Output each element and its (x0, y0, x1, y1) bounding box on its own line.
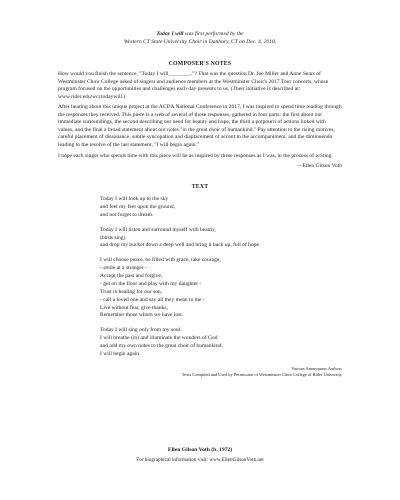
composer-bio: For biographical information visit: www.EllenGilsonVoth.net (136, 457, 264, 463)
poem-line: Trust in healing for our son, (100, 288, 163, 295)
poem-line: and drop my bucket down a deep well and bring it back up, full of hope. (100, 242, 261, 249)
stanza-1 (100, 196, 342, 220)
poem-line: - call a loved one and say all they mean to me - (100, 296, 205, 303)
poem-line: Remember those whom we have lost. (100, 312, 184, 319)
poem-line: and add my own notes to the great choir of humankind. (100, 343, 223, 350)
composer-name: Ellen Gilson Voth (b. 1972) (167, 447, 233, 453)
poem-line: Live without fear, give thanks, (100, 304, 168, 311)
poem-line: Today I will listen and surround myself with beauty, (100, 226, 216, 233)
poem-line: and feel my feet upon the ground, (100, 203, 176, 210)
credits-permission: Texts Compiled and Used by Permission of Westminster Choir College of Rider University (181, 372, 342, 378)
text-credits (58, 366, 342, 379)
notes-paragraph-2: After hearing about this unique project at the ACDA National Conference in 2017, I was inspired to spend time reading through the responses they received. This piece is a web of several of those responses, gathered in four parts: the first about our immediate surroundings, the second describing our need for beauty and hope, the third a potpourri of actions linked with values, and the final a broad statement about our notes "in the great choir of humankind." Pay attention to the rising motives, careful placement of dissonance, subtle syncopation and displacement of accent in the accompaniment, and the diminuendo leading to the resolve of the last statement, "I will begin again." (58, 104, 342, 148)
poem-line: - smile at a stranger - (100, 265, 147, 272)
poem-line: I will choose peace, be filled with grace, take courage, (100, 257, 221, 264)
poem-line: I will begin again. (100, 350, 141, 357)
poem-line: I will breathe (in) and illuminate the wonders of God (100, 335, 218, 342)
premiere-note (58, 30, 342, 46)
poem-text (58, 196, 342, 359)
notes-paragraph-3: I hope each singer who spends time with this piece will be as inspired by these responses as I was, in the process of writing. (58, 152, 333, 159)
stanza-3 (100, 257, 342, 320)
composers-notes-heading: COMPOSER'S NOTES (168, 61, 232, 68)
piece-title: Today I will (156, 31, 184, 37)
stanza-2 (100, 227, 342, 251)
premiere-line2: Western CT State University Choir in Danbury, CT on Dec. 4, 2018. (123, 39, 277, 46)
notes-paragraph-1: How would you finish the sentence, "Today I will________."? That was the question Dr. Joe Miller and Anne Sears of Westminster Choir College asked of singers and audience members at the Westminster Choir's 2017 Tour concerts, whose program focused on the opportunities and challenges each day presents to us. (Their initiative is described at: www.rider.edu/wcctodaywill.) (58, 71, 329, 100)
poem-line: Accept the past and forgive, (100, 273, 163, 280)
poem-line: - get on the floor and play with my daughter - (100, 280, 202, 287)
poem-line: and not forget to dream. (100, 211, 154, 218)
composers-notes (58, 71, 342, 169)
premiere-line1: was first performed by the (183, 31, 244, 37)
credits-authors: Various Anonymous Authors (291, 365, 342, 371)
poem-line: Today I will look up to the sky (100, 196, 169, 203)
poem-line: (birds sing) (100, 234, 126, 241)
text-heading: TEXT (191, 184, 209, 191)
poem-line: Today I will sing only from my soul. (100, 327, 182, 334)
stanza-4 (100, 327, 342, 359)
notes-signoff: —Ellen Gilson Voth (296, 163, 342, 170)
composer-block (0, 447, 400, 463)
